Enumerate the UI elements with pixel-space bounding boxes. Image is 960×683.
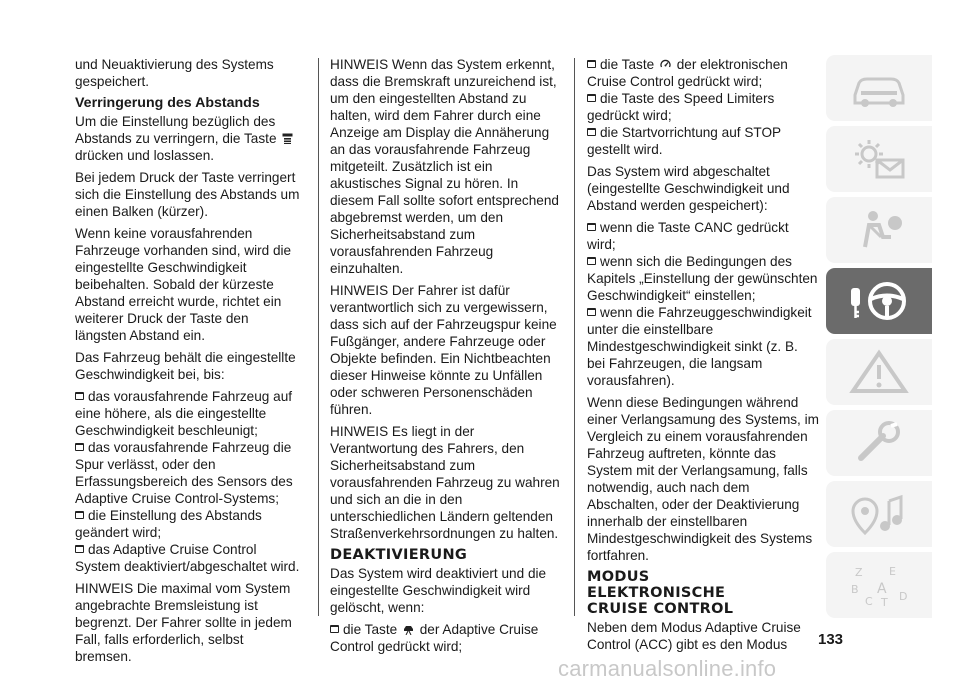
paragraph: Bei jedem Druck der Taste verringert sich die Einstellung des Abstands um einen Balken (kürzer). <box>75 170 300 219</box>
list-item <box>587 304 819 389</box>
index-letter: D <box>899 590 908 603</box>
list-item-text: der elektronischen Cruise Control gedrückt wird; <box>587 57 788 89</box>
bullet-icon <box>75 545 84 553</box>
wrench-icon <box>847 420 911 466</box>
index-letter: C <box>865 595 873 608</box>
bullet-list <box>75 388 303 575</box>
list-item <box>330 621 562 655</box>
list-item <box>587 90 819 124</box>
list-item-text: die Taste <box>600 57 655 72</box>
text-span: Um die Einstellung bezüglich des Abstands zu verringern, die Taste <box>75 114 277 146</box>
note-paragraph: HINWEIS Die maximal vom System angebrachte Bremsleistung ist begrenzt. Der Fahrer sollte in jedem Fall, falls erforderlich, selbst bremsen. <box>75 581 292 664</box>
chapter-tab-maintenance[interactable] <box>826 410 932 476</box>
column-2 <box>330 56 562 655</box>
paragraph <box>75 113 303 164</box>
paragraph: Das System wird abgeschaltet (eingestellte Geschwindigkeit und Abstand werden gespeichert): <box>587 164 790 213</box>
chapter-tab-safety[interactable] <box>826 197 932 263</box>
distance-button-icon <box>282 133 293 144</box>
chapter-tab-emergency[interactable] <box>826 339 932 405</box>
list-item <box>75 541 303 575</box>
note-paragraph: HINWEIS Der Fahrer ist dafür verantwortlich sich zu vergewissern, dass sich auf der Fahrzeugspur keine Fußgänger, andere Fahrzeuge oder Objekte befinden. Ein Nichtbeachten dieser Hinweise könnte zu Unfällen oder schweren Personenschäden führen. <box>330 283 557 417</box>
car-outline-icon <box>847 65 911 111</box>
list-item <box>587 219 819 253</box>
section-heading-modus-line2: ELEKTRONISCHE <box>587 585 726 601</box>
list-item-text: die Einstellung des Abstands geändert wird; <box>75 508 262 540</box>
watermark: carmanualsonline.info <box>558 656 777 681</box>
chapter-tab-multimedia[interactable] <box>826 481 932 547</box>
index-letter: T <box>881 596 888 608</box>
bullet-icon <box>75 511 84 519</box>
chapter-tab-lights[interactable] <box>826 126 932 192</box>
bullet-icon <box>75 392 84 400</box>
sun-envelope-icon <box>847 136 911 182</box>
paragraph: Wenn keine vorausfahrenden Fahrzeuge vorhanden sind, wird die eingestellte Geschwindigkeit beibehalten. Sobald der kürzeste Abstand erreicht wurde, richtet ein weiterer Druck der Taste den längsten Abstand ein. <box>75 226 292 343</box>
text-span: drücken und loslassen. <box>75 148 215 163</box>
key-steering-wheel-icon <box>847 278 911 324</box>
bullet-icon <box>587 94 596 102</box>
list-item-text: das Adaptive Cruise Control System deaktiviert/abgeschaltet wird. <box>75 542 300 574</box>
warning-triangle-icon <box>847 349 911 395</box>
paragraph: Wenn diese Bedingungen während einer Verlangsamung des Systems, im Vergleich zu einem vorausfahrenden Fahrzeug auftreten, könnte das System mit der Verlangsamung, falls notwendig, auch nach dem Abschalten, oder der Deaktivierung innerhalb der einstellbaren Mindestgeschwindigkeit des Systems fortfahren. <box>587 395 819 563</box>
list-item <box>587 124 819 158</box>
list-item-text: das vorausfahrende Fahrzeug die Spur verlässt, oder den Erfassungsbereich des Sensors des Adaptive Cruise Control-Systems; <box>75 440 293 506</box>
index-letter: Z <box>855 566 863 579</box>
paragraph: Neben dem Modus Adaptive Cruise Control (ACC) gibt es den Modus <box>587 620 801 652</box>
list-item <box>587 56 819 90</box>
bullet-icon <box>587 128 596 136</box>
section-heading-modus-line1: MODUS <box>587 569 650 585</box>
list-item <box>75 388 303 439</box>
list-item <box>587 253 819 304</box>
intro-text: und Neuaktivierung des Systems gespeichert. <box>75 57 274 89</box>
list-item-text: die Taste <box>343 622 398 637</box>
adaptive-cruise-button-icon <box>403 624 414 635</box>
bullet-icon <box>587 60 596 68</box>
paragraph: Das Fahrzeug behält die eingestellte Geschwindigkeit bei, bis: <box>75 350 296 382</box>
bullet-icon <box>75 443 84 451</box>
bullet-icon <box>330 625 339 633</box>
column-1 <box>75 56 303 670</box>
list-item-text: wenn sich die Bedingungen des Kapitels „Einstellung der gewünschten Geschwindigkeit“ einstellen; <box>587 254 818 303</box>
list-item-text: wenn die Fahrzeuggeschwindigkeit unter die einstellbare Mindestgeschwindigkeit sinkt (z. B. bei Fahrzeugen, die langsam vorausfahren). <box>587 305 812 388</box>
list-item <box>75 507 303 541</box>
chapter-tab-index[interactable] <box>826 552 932 618</box>
section-heading-deaktivierung: DEAKTIVIERUNG <box>330 547 468 563</box>
chapter-tab-vehicle[interactable] <box>826 55 932 121</box>
list-item <box>75 439 303 507</box>
alphabet-index-icon <box>847 562 911 608</box>
index-letter: A <box>877 581 887 597</box>
column-divider-1 <box>318 58 319 616</box>
paragraph: Das System wird deaktiviert und die eingestellte Geschwindigkeit wird gelöscht, wenn: <box>330 566 547 615</box>
seatbelt-airbag-icon <box>847 207 911 253</box>
cruise-control-button-icon <box>660 59 671 70</box>
index-letter: E <box>889 565 896 578</box>
bullet-icon <box>587 223 596 231</box>
list-item-text: die Startvorrichtung auf STOP gestellt wird. <box>587 125 781 157</box>
section-heading-verringerung: Verringerung des Abstands <box>75 95 260 111</box>
list-item-text: wenn die Taste CANC gedrückt wird; <box>587 220 789 252</box>
note-paragraph: HINWEIS Wenn das System erkennt, dass die Bremskraft unzureichend ist, um den eingestellten Abstand zu halten, wird dem Fahrer durch eine Anzeige am Display die Annäherung an das vorausfahrende Fahrzeug mitgeteilt. Zusätzlich ist ein akustisches Signal zu hören. In diesem Fall sollte sofort entsprechend abgebremst werden, um den Sicherheitsabstand zum vorausfahrenden Fahrzeug einzuhalten. <box>330 57 559 276</box>
column-divider-2 <box>574 58 575 616</box>
index-letter: B <box>851 583 859 596</box>
list-item-text: der Adaptive Cruise Control gedrückt wird; <box>330 622 539 654</box>
chapter-tab-driving[interactable] <box>826 268 932 334</box>
bullet-icon <box>587 257 596 265</box>
page-number: 133 <box>818 631 844 648</box>
chapter-sidebar <box>826 55 936 623</box>
list-item-text: die Taste des Speed Limiters gedrückt wird; <box>587 91 775 123</box>
section-heading-modus-line3: CRUISE CONTROL <box>587 601 734 617</box>
list-item-text: das vorausfahrende Fahrzeug auf eine höhere, als die eingestellte Geschwindigkeit beschleunigt; <box>75 389 293 438</box>
music-gps-icon <box>847 491 911 537</box>
column-3 <box>587 56 819 658</box>
note-paragraph: HINWEIS Es liegt in der Verantwortung des Fahrers, den Sicherheitsabstand zum vorausfahrenden Fahrzeug zu wahren und sich an die in den unterschiedlichen Ländern geltenden Straßenverkehrsordnungen zu halten. <box>330 424 560 541</box>
bullet-icon <box>587 308 596 316</box>
